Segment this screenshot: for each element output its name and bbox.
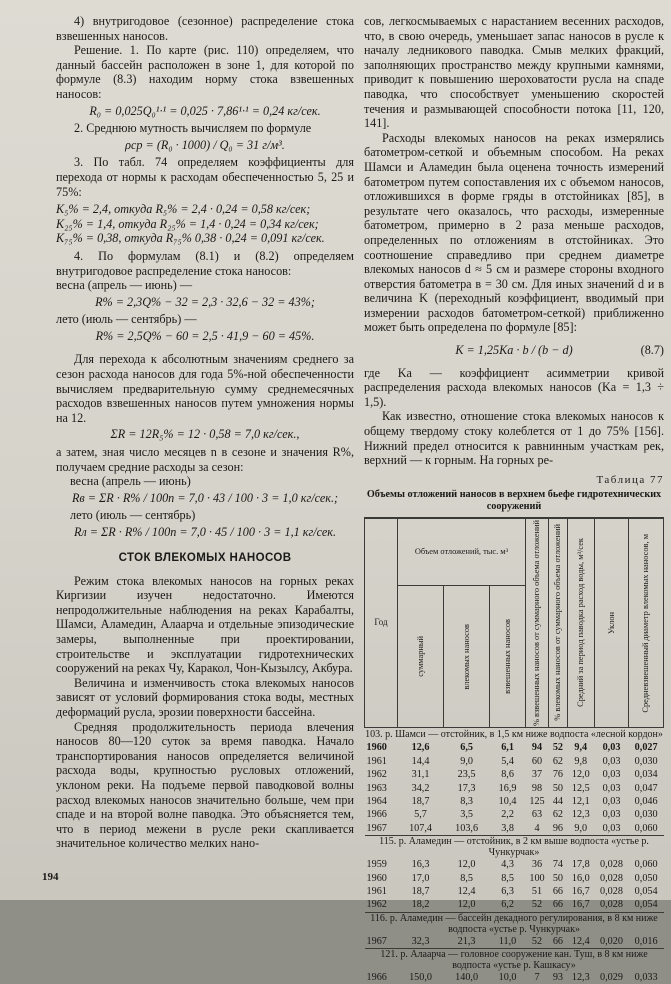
equation-r0: R₀ = 0,025Q₀¹·¹ = 0,025 · 7,86¹·¹ = 0,24 кг/сек. [89, 103, 321, 118]
equation-number: (8.7) [640, 343, 664, 358]
table-cell: 9,4 [574, 742, 588, 754]
table-cell: 5,4 [501, 755, 514, 767]
table-cell: 32,3 [411, 935, 430, 947]
table-cell: 52 [531, 899, 543, 911]
station-title: 116. р. Аламедин — бассейн декадного регулирования, в 8 км ниже водпоста «устье р. Чункурчак» [365, 912, 664, 935]
transition-paragraph: Для перехода к абсолютным значениям среднего за сезон расхода наносов для года 5%-ной обеспеченности вычисляем предварительную сумму среднемесячных расходов взвешенных наносов путем умножения нормы на 12. [56, 352, 354, 425]
table-cell: 0,034 [634, 769, 658, 781]
station-title: 121. р. Алаарча — головное сооружение кан. Туш, в 8 км ниже водпоста «устье р. Кашкасу» [365, 948, 664, 971]
table-cell: 103,6 [455, 822, 479, 834]
solution-step-1: Решение. 1. По карте (рис. 110) определяем, что данный бассейн расположен в зоне 1, для которой по формуле (8.3) находим норму стока взвешенных наносов: [56, 43, 354, 101]
cell-year: 1960 [366, 872, 387, 884]
table-cell: 34,2 [411, 782, 430, 794]
table-cell: 14,4 [411, 755, 430, 767]
solution-step-2: 2. Среднюю мутность вычисляем по формуле [74, 121, 312, 136]
table-cell: 18,2 [411, 899, 430, 911]
cell-year: 1959 [366, 859, 387, 871]
solution-step-3: 3. По табл. 74 определяем коэффициенты для перехода от нормы к расходам обеспеченностью 5, 25 и 75%: [56, 155, 354, 199]
equation-k75: K₇₅% = 0,38, откуда R₇₅% 0,38 · 0,24 = 0,091 кг/сек. [56, 231, 325, 246]
equation-k [364, 343, 664, 358]
table-cell: 36 [531, 859, 543, 871]
table-cell: 9,8 [574, 755, 588, 767]
col-volume: Объем отложений, тыс. м³ [398, 518, 526, 586]
table-cell: 6,2 [501, 899, 514, 911]
station-title: 115. р. Аламедин — отстойник, в 2 км выше водпоста «устье р. Чункурчак» [365, 835, 664, 858]
table-cell: 12,5 [571, 782, 590, 794]
table-cell: 17,0 [411, 872, 430, 884]
table-cell: 0,060 [634, 859, 658, 871]
table-cell: 0,060 [634, 822, 658, 834]
table-cell: 3,5 [460, 809, 473, 821]
para-magnitude: Величина и изменчивость стока влекомых наносов зависят от условий формирования стока воды, местных деформаций русла, эрозии поверхности бассейна. [56, 675, 354, 719]
cell-year: 1963 [366, 782, 387, 794]
table-cell: 150,0 [409, 972, 432, 984]
table-row [365, 755, 664, 768]
spring-label: весна (апрель — июнь) — [56, 278, 193, 293]
table-cell: 18,7 [411, 885, 430, 897]
section-title: СТОК ВЛЕКОМЫХ НАНОСОВ [118, 551, 292, 564]
table-cell: 0,054 [634, 885, 658, 897]
table-cell: 52 [552, 742, 564, 754]
table-cell: 18,7 [411, 795, 430, 807]
table-row [365, 935, 664, 949]
table-cell: 0,033 [634, 972, 658, 984]
table-cell: 0,03 [602, 795, 621, 807]
table-row [365, 971, 664, 984]
table-cell: 125 [529, 795, 545, 807]
table-cell: 0,046 [634, 795, 658, 807]
page-number: 194 [42, 871, 59, 883]
table-cell: 0,050 [634, 872, 658, 884]
equation-k25: K₂₅% = 1,4, откуда R₂₅% = 1,4 · 0,24 = 0,34 кг/сек; [56, 216, 319, 231]
table-cell: 12,4 [457, 885, 476, 897]
col-total: суммарный [415, 636, 425, 677]
table-cell: 12,6 [411, 742, 430, 754]
table-cell: 0,03 [602, 755, 621, 767]
equation-k-text: K = 1,25Kа · b / (b − d) [455, 343, 573, 358]
right-column [364, 14, 664, 984]
table-cell: 62 [552, 809, 564, 821]
cell-year: 1966 [366, 809, 387, 821]
table-cell: 0,028 [600, 885, 623, 897]
equation-spring: R% = 2,3Q% − 32 = 2,3 · 32,6 − 32 = 43%; [95, 294, 315, 309]
table-cell: 44 [552, 795, 564, 807]
table-cell: 0,03 [602, 742, 621, 754]
table-cell: 51 [531, 885, 543, 897]
table-cell: 16,7 [571, 885, 590, 897]
table-cell: 11,0 [498, 935, 517, 947]
summer-label: лето (июль — сентябрь) — [56, 312, 197, 327]
table-cell: 23,5 [457, 769, 476, 781]
table-cell: 16,9 [498, 782, 517, 794]
table-cell: 140,0 [455, 972, 479, 984]
col-slope: Уклон [606, 611, 616, 634]
table-cell: 9,0 [574, 822, 588, 834]
table-cell: 76 [552, 769, 564, 781]
table-cell: 6,3 [501, 885, 514, 897]
table-cell: 8,3 [460, 795, 473, 807]
para-ka: где Kа — коэффициент асимметрии кривой распределения расхода влекомых наносов (Kа = 1,3 ÷ 1,5). [364, 365, 664, 409]
table-cell: 3,8 [501, 822, 514, 834]
summer-label-2: лето (июль — сентябрь) [70, 508, 196, 523]
table-group-header [365, 727, 664, 741]
spring-label-2: весна (апрель — июнь) [70, 474, 191, 489]
table-cell: 66 [552, 899, 564, 911]
table-cell: 12,4 [571, 935, 590, 947]
table-cell: 52 [531, 935, 543, 947]
table-body [365, 727, 664, 984]
equation-summer: R% = 2,5Q% − 60 = 2,5 · 41,9 − 60 = 45%. [95, 328, 315, 343]
col-suspended: взвешенных наносов [502, 619, 512, 695]
cell-year: 1962 [366, 899, 387, 911]
table-cell: 60 [531, 755, 543, 767]
table-cell: 0,03 [602, 822, 621, 834]
cell-year: 1961 [366, 755, 387, 767]
table-row [365, 781, 664, 794]
sediment-table [364, 517, 664, 984]
table-cell: 0,030 [634, 755, 658, 767]
table-cell: 93 [552, 972, 564, 984]
cell-year: 1961 [366, 885, 387, 897]
table-cell: 9,0 [460, 755, 473, 767]
cell-year: 1964 [366, 795, 387, 807]
table-cell: 8,5 [501, 872, 514, 884]
table-cell: 94 [531, 742, 543, 754]
table-cell: 21,3 [457, 935, 476, 947]
table-cell: 6,5 [460, 742, 473, 754]
table-cell: 0,020 [600, 935, 623, 947]
para-ratio: Как известно, отношение стока влекомых наносов к общему твердому стоку колеблется от 1 до 75% [156]. Нижний предел относится к равнинным участкам рек, верхний — к горным. На горных ре- [364, 409, 664, 468]
cell-year: 1962 [366, 769, 387, 781]
table-cell: 7 [534, 972, 540, 984]
table-cell: 12,3 [571, 972, 590, 984]
table-cell: 16,0 [571, 872, 590, 884]
table-cell: 16,3 [411, 859, 430, 871]
table-row [365, 808, 664, 821]
col-pct-susp: % взвешенных наносов от суммарного объема отложений [532, 519, 542, 726]
table-cell: 10,4 [498, 795, 517, 807]
table-row [365, 885, 664, 898]
table-row [365, 822, 664, 836]
table-title: Объемы отложений наносов в верхнем бьефе гидротехнических сооружений [366, 488, 662, 512]
table-cell: 2,2 [501, 809, 514, 821]
table-cell: 12,3 [571, 809, 590, 821]
table-cell: 0,047 [634, 782, 658, 794]
table-row [365, 795, 664, 808]
then-paragraph: а затем, зная число месяцев n в сезоне и значения R%, получаем средние расходы за сезон: [56, 445, 354, 474]
table-cell: 12,1 [571, 795, 590, 807]
cell-year: 1966 [366, 972, 387, 984]
table-cell: 50 [552, 782, 564, 794]
table-row [365, 858, 664, 871]
table-cell: 66 [552, 885, 564, 897]
table-cell: 37 [531, 769, 543, 781]
col-year: Год [365, 518, 398, 728]
col-pct-bed: % влекомых наносов от суммарного объема отложений [553, 524, 563, 722]
table-cell: 0,028 [600, 859, 623, 871]
table-caption: Таблица 77 [596, 473, 664, 486]
table-group-header [365, 948, 664, 971]
table-cell: 100 [529, 872, 545, 884]
para-item-4: 4) внутригодовое (сезонное) распределение стока взвешенных наносов. [56, 14, 354, 43]
table-group-header [365, 912, 664, 935]
table-cell: 0,029 [600, 972, 623, 984]
table-cell: 12,0 [457, 899, 476, 911]
table-row [365, 871, 664, 884]
table-cell: 16,7 [571, 899, 590, 911]
table-cell: 6,1 [501, 742, 514, 754]
table-cell: 96 [552, 822, 564, 834]
cell-year: 1960 [366, 742, 387, 754]
cell-year: 1967 [366, 935, 387, 947]
left-column [56, 14, 354, 851]
equation-rl: Rл = ΣR · R% / 100n = 7,0 · 45 / 100 · 3 = 1,1 кг/сек. [73, 525, 337, 539]
station-title: 103. р. Шамси — отстойник, в 1,5 км ниже водпоста «лесной кордон» [365, 729, 663, 741]
table-group-header [365, 835, 664, 858]
col-mean-discharge: Средний за период паводка расход воды, м³/сек [576, 538, 586, 708]
table-row [365, 741, 664, 754]
para-duration: Средняя продолжительность периода влечения наносов 80—120 суток за время паводка. Начало транспортирования наносов определяется величиной расхода воды, крупностью русловых отложений, уклоном реки. На подъеме первой паводковой волны расход влекомых наносов значительно больше, чем при спаде и на второй волне паводка. Это объясняется тем, что в период межени в русле реки скапливается значительное количество мелких нано- [56, 719, 354, 851]
table-cell: 0,027 [634, 742, 658, 754]
table-cell: 107,4 [409, 822, 432, 834]
table-row [365, 898, 664, 912]
table-cell: 0,028 [600, 872, 623, 884]
table-cell: 50 [552, 872, 564, 884]
table-cell: 17,8 [571, 859, 590, 871]
table-cell: 74 [552, 859, 564, 871]
table-cell: 10,0 [498, 972, 517, 984]
table-cell: 8,6 [501, 769, 514, 781]
table-cell: 4,3 [501, 859, 514, 871]
solution-step-4: 4. По формулам (8.1) и (8.2) определяем внутригодовое распределение стока наносов: [56, 248, 354, 278]
table-cell: 98 [531, 782, 543, 794]
col-diameter: Средневзвешенный диаметр влекомых наносов, м [641, 533, 651, 713]
equation-sum: ΣR = 12R₅% = 12 · 0,58 = 7,0 кг/сек., [110, 427, 300, 442]
table-cell: 31,1 [411, 769, 430, 781]
table-cell: 0,03 [602, 769, 621, 781]
table-cell: 0,03 [602, 809, 621, 821]
para-regime: Режим стока влекомых наносов на горных реках Киргизии изучен недостаточно. Имеются непродолжительные наблюдения на реках Карабалты, Шамси, Аламедин, Алаарча и отдельные эпизодические замеры, выполненные при проектировании, строительстве и эксплуатации гидротехнических сооружений на реках Чу, Каракол, Чон-Кызылсу, Акбура. [56, 573, 354, 676]
col-bedload: влекомых наносов [461, 623, 471, 690]
table-cell: 5,7 [414, 809, 427, 821]
table-cell: 12,0 [571, 769, 590, 781]
table-cell: 0,054 [634, 899, 658, 911]
table-row [365, 768, 664, 781]
table-cell: 0,03 [602, 782, 621, 794]
equation-rho: ρср = (R₀ · 1000) / Q₀ = 31 г/м³. [125, 137, 285, 152]
equation-k5: K₅% = 2,4, откуда R₅% = 2,4 · 0,24 = 0,58 кг/сек; [56, 202, 311, 217]
table-cell: 12,0 [457, 859, 476, 871]
table-cell: 17,3 [457, 782, 476, 794]
table-cell: 0,030 [634, 809, 658, 821]
table-cell: 63 [531, 809, 543, 821]
table-cell: 8,5 [460, 872, 473, 884]
para-measurement: Расходы влекомых наносов на реках измерялись батометром-сеткой и объемным способом. На реках Шамси и Аламедин была оценена точность измерений батометром путем сопоставления их с объемом наносов, отложившихся в форме гряды в отстойниках [85], в результате чего оказалось, что расходы, измеренные батометром, примерно в 2 раза меньше расходов, определенных по отложениям в отстойниках. Это соотношение справедливо при среднем диаметре влекомых наносов d ≈ 5 см и размере стороны входного отверстия батометра в = 30 см. Для иных значений d и в величина K (переходный коэффициент, вводимый при измерении расходов батометром-сеткой) приближенно может быть определена по формуле [85]: [364, 130, 664, 335]
table-cell: 62 [552, 755, 564, 767]
table-cell: 4 [534, 822, 540, 834]
table-cell: 0,016 [634, 935, 658, 947]
table-cell: 66 [552, 935, 564, 947]
equation-rv: Rв = ΣR · R% / 100n = 7,0 · 43 / 100 · 3 = 1,0 кг/сек.; [71, 490, 339, 505]
table-cell: 0,028 [600, 899, 623, 911]
cell-year: 1967 [366, 822, 387, 834]
para-continuation: сов, легкосмываемых с нарастанием весенних расходов, что, в свою очередь, уменьшает запас наносов в русле к началу ледникового паводка. Смыв мелких фракций, заполняющих пространство между крупными камнями, приводит к повышению шероховатости русла на спаде паводка, что способствует уменьшению скоростей течения и размывающей способности потока [11, 120, 141]. [364, 14, 664, 131]
